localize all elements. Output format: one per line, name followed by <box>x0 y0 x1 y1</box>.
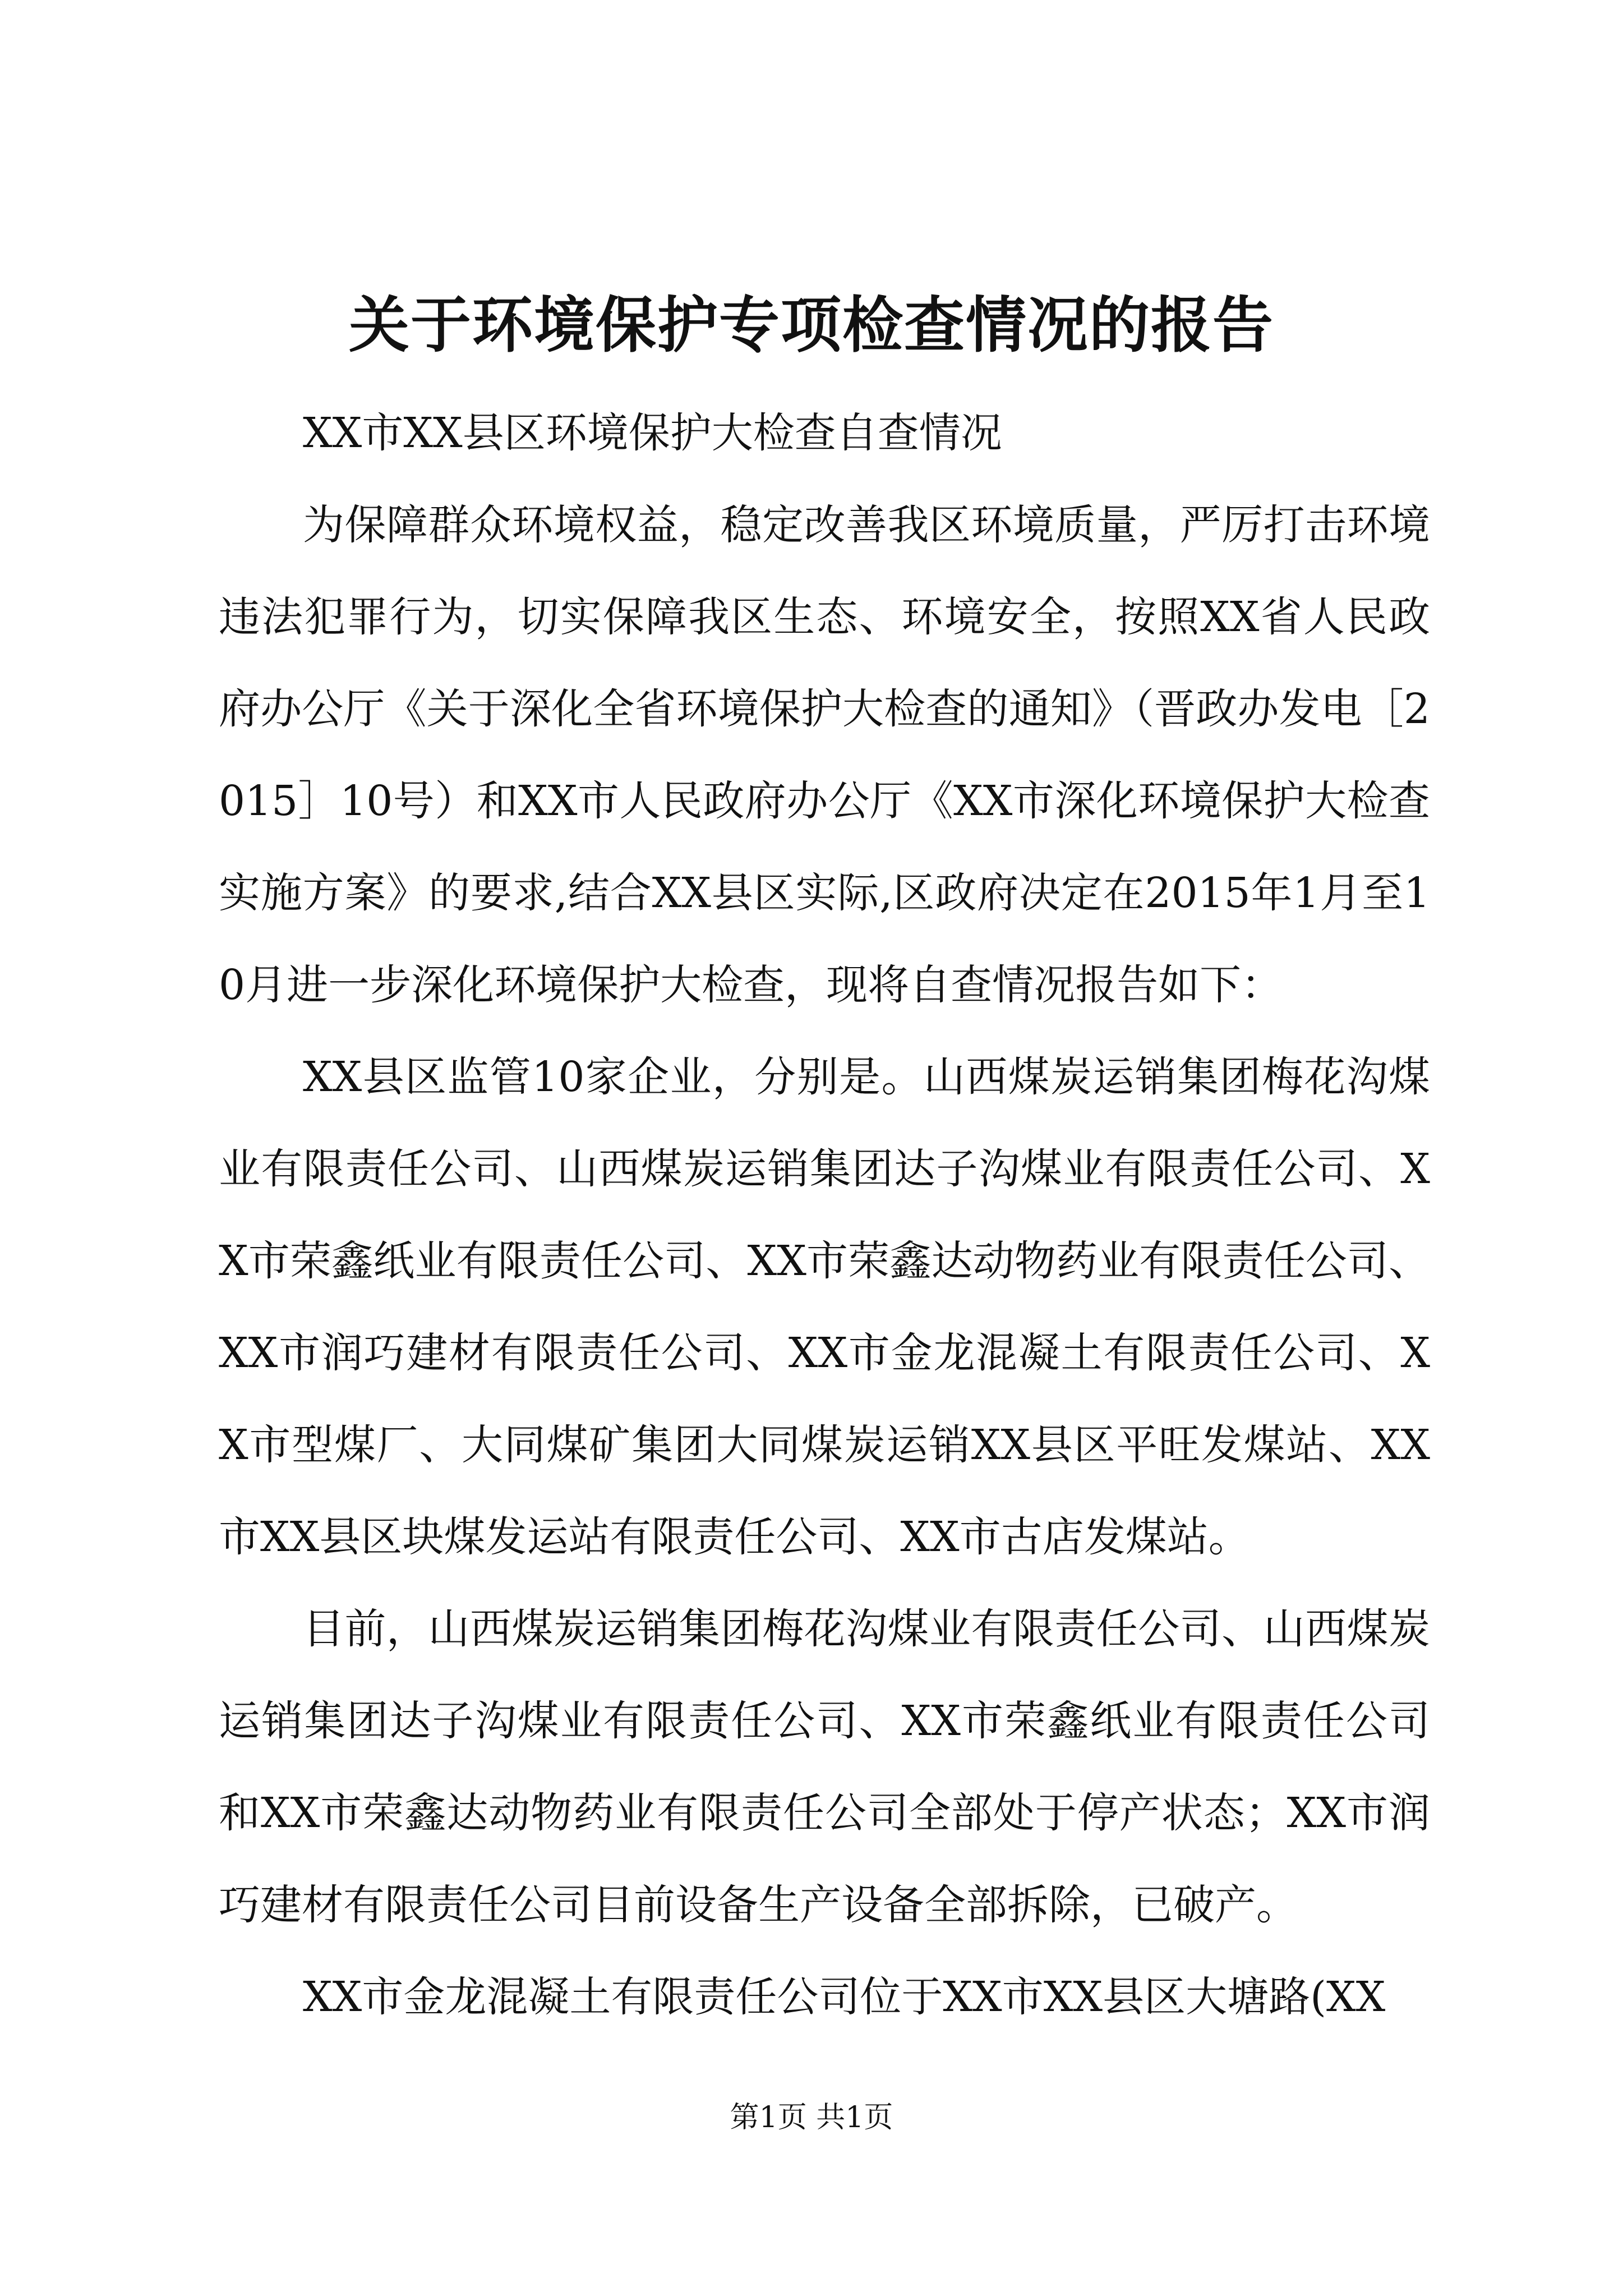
document-body <box>219 387 1430 2043</box>
document-title: 关于环境保护专项检查情况的报告 <box>348 290 1274 361</box>
paragraph-subtitle: XX市XX县区环境保护大检查自查情况 <box>303 409 1002 457</box>
paragraph-enterprises: XX县区监管10家企业，分别是。山西煤炭运销集团梅花沟煤业有限责任公司、山西煤炭运销集团达子沟煤业有限责任公司、XX市荣鑫纸业有限责任公司、XX市荣鑫达动物药业有限责任公司、XX市润巧建材有限责任公司、XX市金龙混凝土有限责任公司、XX市型煤厂、大同煤矿集团大同煤炭运销XX县区平旺发煤站、XX市XX县区块煤发运站有限责任公司、XX市古店发煤站。 <box>219 1053 1430 1561</box>
paragraph-intro: 为保障群众环境权益，稳定改善我区环境质量，严厉打击环境违法犯罪行为，切实保障我区生态、环境安全，按照XX省人民政府办公厅《关于深化全省环境保护大检查的通知》（晋政办发电［2015］10号）和XX市人民政府办公厅《XX市深化环境保护大检查实施方案》的要求,结合XX县区实际,区政府决定在2015年1月至10月进一步深化环境保护大检查，现将自查情况报告如下： <box>219 501 1430 1009</box>
page-footer: 第1页 共1页 <box>730 2101 893 2134</box>
paragraph-status: 目前，山西煤炭运销集团梅花沟煤业有限责任公司、山西煤炭运销集团达子沟煤业有限责任公司、XX市荣鑫纸业有限责任公司和XX市荣鑫达动物药业有限责任公司全部处于停产状态；XX市润巧建材有限责任公司目前设备生产设备全部拆除，已破产。 <box>219 1605 1430 1929</box>
paragraph-jinlong: XX市金龙混凝土有限责任公司位于XX市XX县区大塘路(XX <box>303 1973 1386 2021</box>
